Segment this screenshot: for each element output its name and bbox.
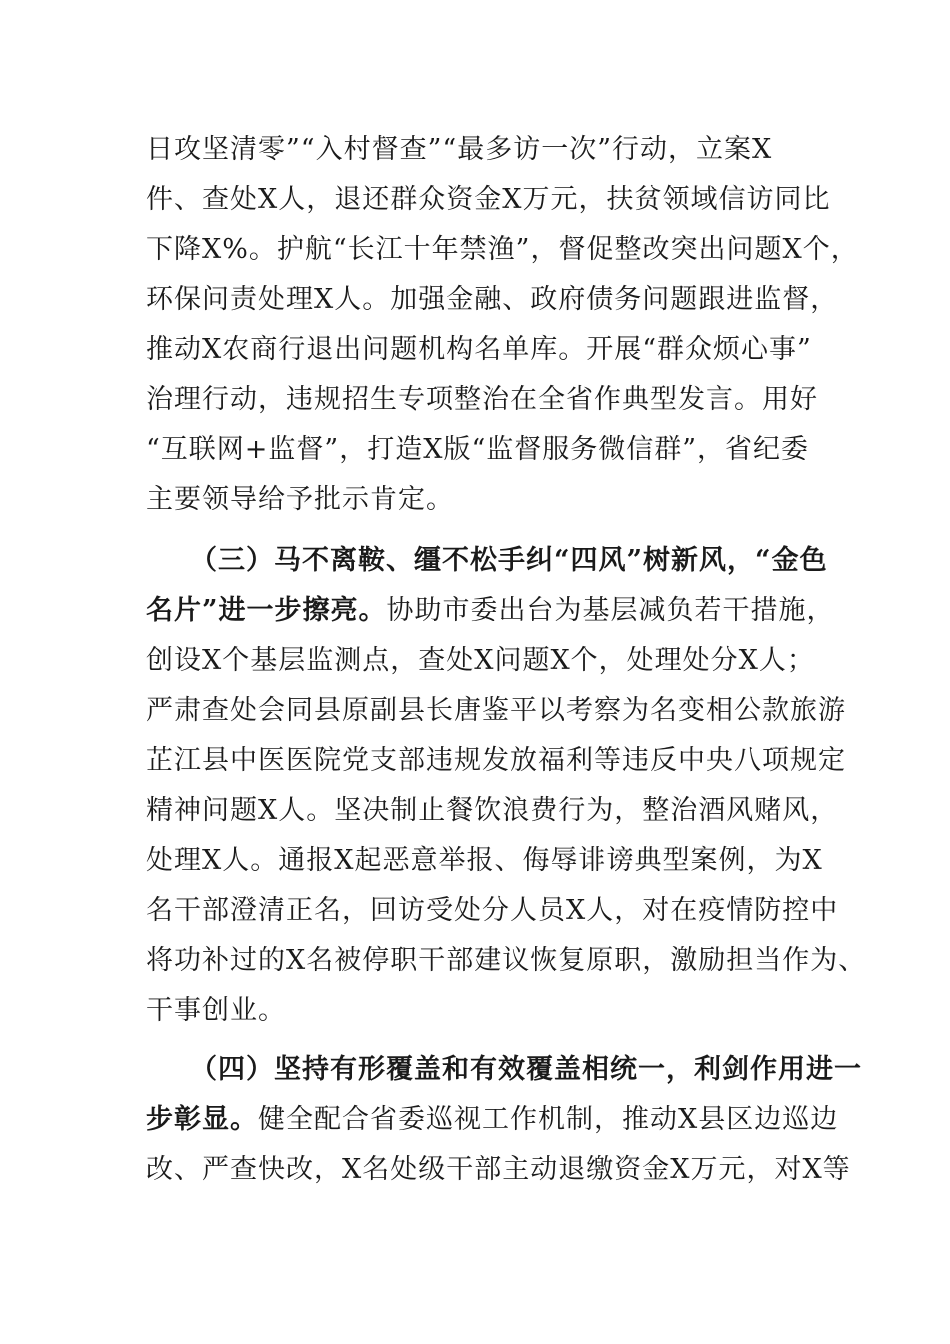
body-text-line: 创设X个基层监测点，查处X问题X个，处理处分X人； (146, 645, 815, 676)
body-text-line: 推动X农商行退出问题机构名单库。开展“群众烦心事” (146, 334, 812, 365)
section-heading-tail: 名片”进一步擦亮。 (146, 595, 387, 626)
section-heading: （三）马不离鞍、缰不松手纠“四风”树新风，“金色 (190, 545, 828, 576)
body-text-line: 治理行动，违规招生专项整治在全省作典型发言。用好 (146, 384, 818, 415)
body-text-line: 环保问责处理X人。加强金融、政府债务问题跟进监督， (146, 284, 839, 315)
body-text-line: 日攻坚清零”“入村督查”“最多访一次”行动，立案X (146, 134, 773, 165)
body-text-line: 芷江县中医医院党支部违规发放福利等违反中央八项规定 (146, 745, 846, 776)
body-text-line: “互联网+监督”，打造X版“监督服务微信群”，省纪委 (146, 434, 810, 465)
section-heading: （四）坚持有形覆盖和有效覆盖相统一，利剑作用进一 (190, 1054, 862, 1085)
body-text-line: 严肃查处会同县原副县长唐鉴平以考察为名变相公款旅游 (146, 695, 846, 726)
body-text-line: 干事创业。 (146, 995, 286, 1026)
body-text: 健全配合省委巡视工作机制，推动X县区边巡边 (258, 1104, 839, 1135)
body-text: 协助市委出台为基层减负若干措施， (386, 595, 835, 626)
body-text-line: 处理X人。通报X起恶意举报、侮辱诽谤典型案例，为X (146, 845, 823, 876)
body-text-line: 件、查处X人，退还群众资金X万元，扶贫领域信访同比 (146, 184, 831, 215)
section-heading-continuation (146, 593, 835, 629)
section-heading-continuation (146, 1102, 839, 1138)
section-heading-tail: 步彰显。 (146, 1104, 258, 1135)
body-text-line: 下降X%。护航“长江十年禁渔”，督促整改突出问题X个， (146, 234, 859, 265)
body-text-line: 精神问题X人。坚决制止餐饮浪费行为，整治酒风赌风， (146, 795, 839, 826)
body-text-line: 名干部澄清正名，回访受处分人员X人，对在疫情防控中 (146, 895, 839, 926)
body-text-line: 改、严查快改，X名处级干部主动退缴资金X万元，对X等 (146, 1154, 851, 1185)
body-text-line: 主要领导给予批示肯定。 (146, 484, 454, 515)
body-text-line: 将功补过的X名被停职干部建议恢复原职，激励担当作为、 (146, 945, 867, 976)
